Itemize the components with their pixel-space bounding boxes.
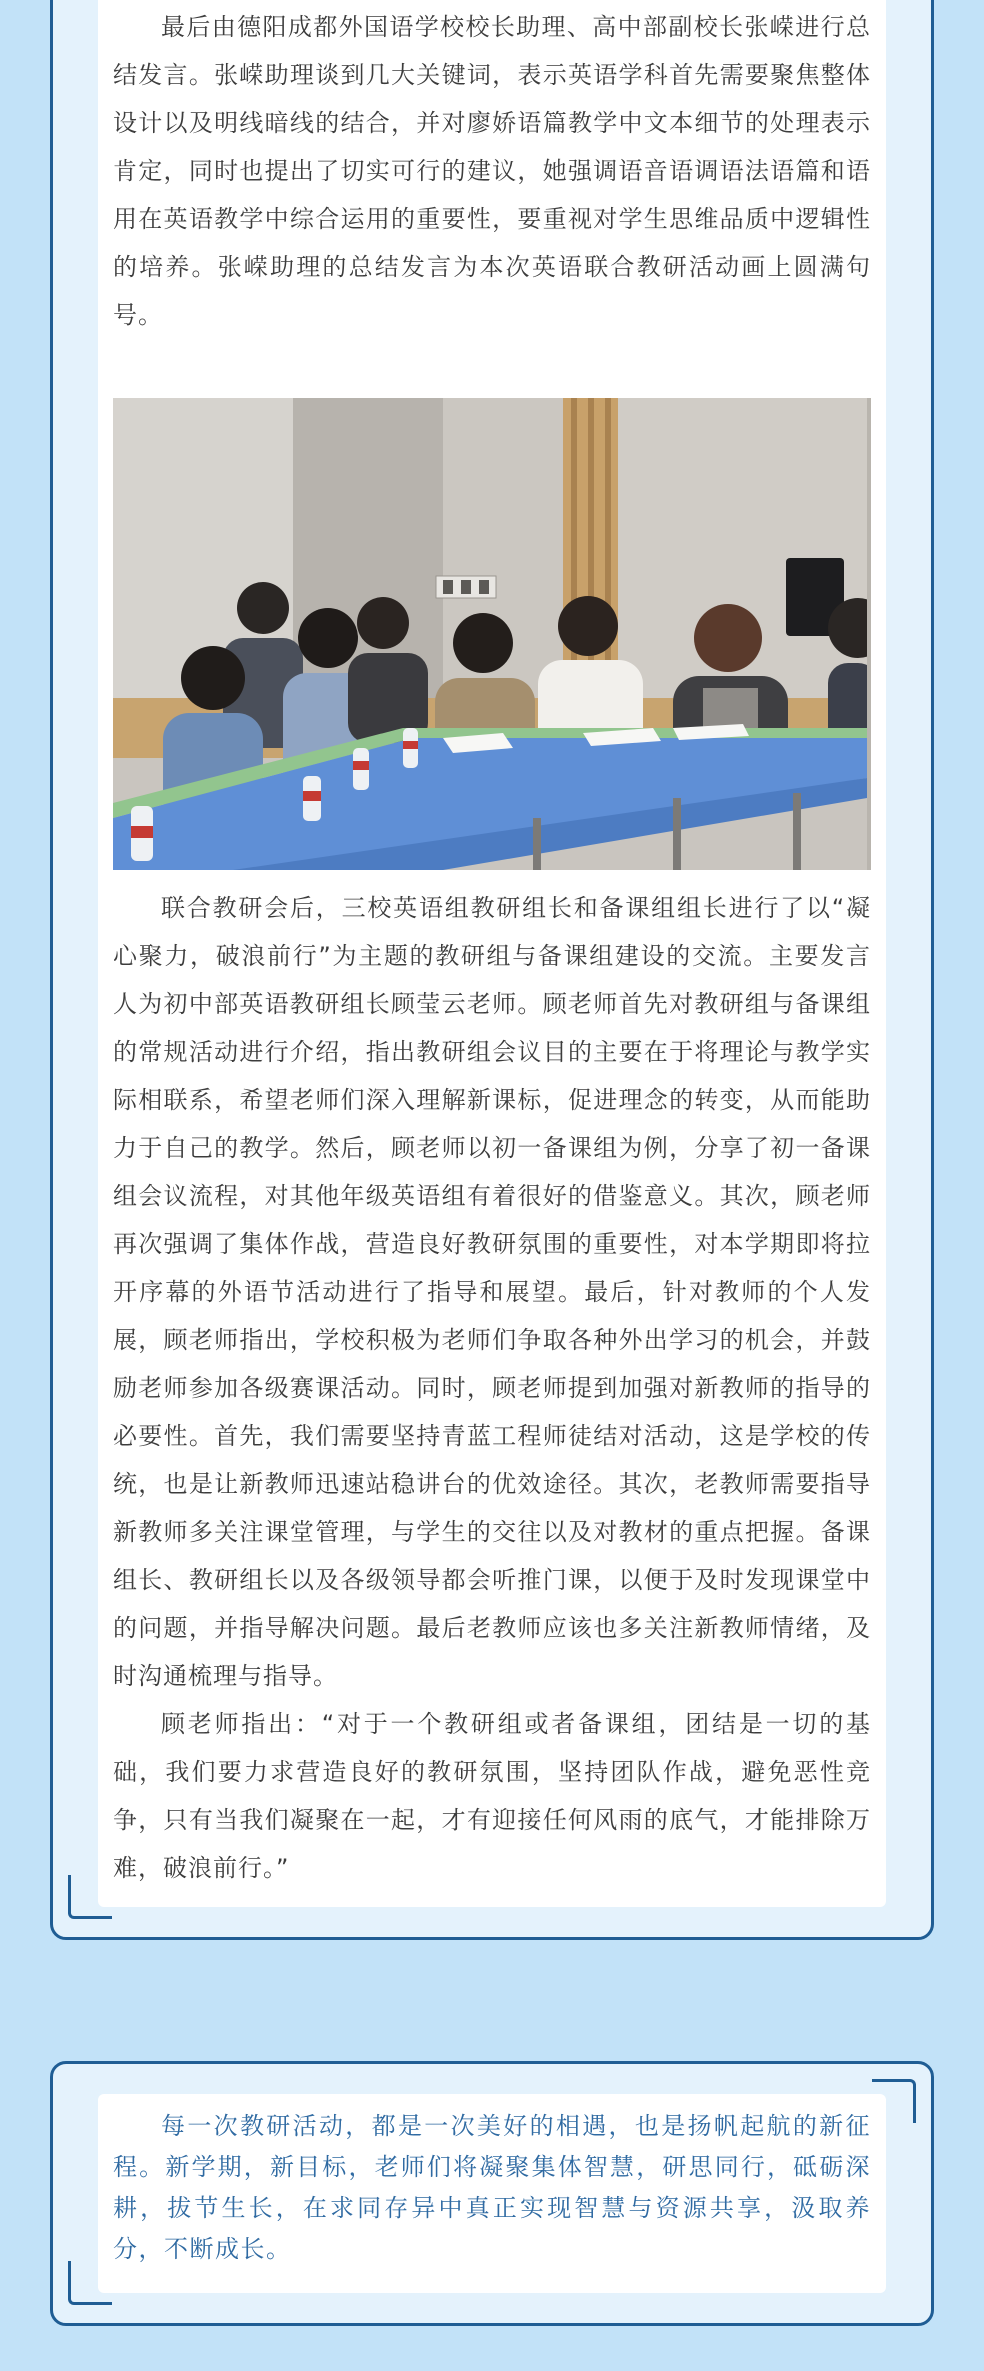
frame-corner-bottom-left xyxy=(68,2261,112,2305)
content-frame xyxy=(50,0,934,1940)
frame-corner-bottom-left xyxy=(68,1875,112,1919)
closing-paragraph: 每一次教研活动，都是一次美好的相遇，也是扬帆起航的新征程。新学期，新目标，老师们将凝聚集体智慧，研思同行，砥砺深耕，拔节生长，在求同存异中真正实现智慧与资源共享，汲取养分，不断成长。 xyxy=(113,2112,871,2263)
exchange-paragraph: 联合教研会后，三校英语组教研组长和备课组组长进行了以“凝心聚力，破浪前行”为主题的教研组与备课组建设的交流。主要发言人为初中部英语教研组长顾莹云老师。顾老师首先对教研组与备课组的常规活动进行介绍，指出教研组会议目的主要在于将理论与教学实际相联系，希望老师们深入理解新课标，促进理念的转变，从而能助力于自己的教学。然后，顾老师以初一备课组为例，分享了初一备课组会议流程，对其他年级英语组有着很好的借鉴意义。其次，顾老师再次强调了集体作战，营造良好教研氛围的重要性，对本学期即将拉开序幕的外语节活动进行了指导和展望。最后，针对教师的个人发展，顾老师指出，学校积极为老师们争取各种外出学习的机会，并鼓励老师参加各级赛课活动。同时，顾老师提到加强对新教师的指导的必要性。首先，我们需要坚持青蓝工程师徒结对活动，这是学校的传统，也是让新教师迅速站稳讲台的优效途径。其次，老教师需要指导新教师多关注课堂管理，与学生的交往以及对教材的重点把握。备课组长、教研组长以及各级领导都会听推门课，以便于及时发现课堂中的问题，并指导解决问题。最后老教师应该也多关注新教师情绪，及时沟通梳理与指导。 xyxy=(113,894,871,1690)
content-card xyxy=(98,0,886,1907)
meeting-photo-illustration xyxy=(113,398,867,870)
frame-corner-top-right xyxy=(872,2079,916,2123)
closing-frame xyxy=(50,2061,934,2326)
quote-paragraph: 顾老师指出：“对于一个教研组或者备课组，团结是一切的基础，我们要力求营造良好的教研氛围，坚持团队作战，避免恶性竞争，只有当我们凝聚在一起，才有迎接任何风雨的底气，才能排除万难，破浪前行。” xyxy=(113,1710,871,1882)
exchange-section xyxy=(98,884,886,1892)
meeting-photo xyxy=(113,398,871,870)
closing-card xyxy=(98,2094,886,2293)
summary-paragraph: 最后由德阳成都外国语学校校长助理、高中部副校长张嵘进行总结发言。张嵘助理谈到几大关键词，表示英语学科首先需要聚焦整体设计以及明线暗线的结合，并对廖娇语篇教学中文本细节的处理表示肯定，同时也提出了切实可行的建议，她强调语音语调语法语篇和语用在英语教学中综合运用的重要性，要重视对学生思维品质中逻辑性的培养。张嵘助理的总结发言为本次英语联合教研活动画上圆满句号。 xyxy=(113,13,871,329)
